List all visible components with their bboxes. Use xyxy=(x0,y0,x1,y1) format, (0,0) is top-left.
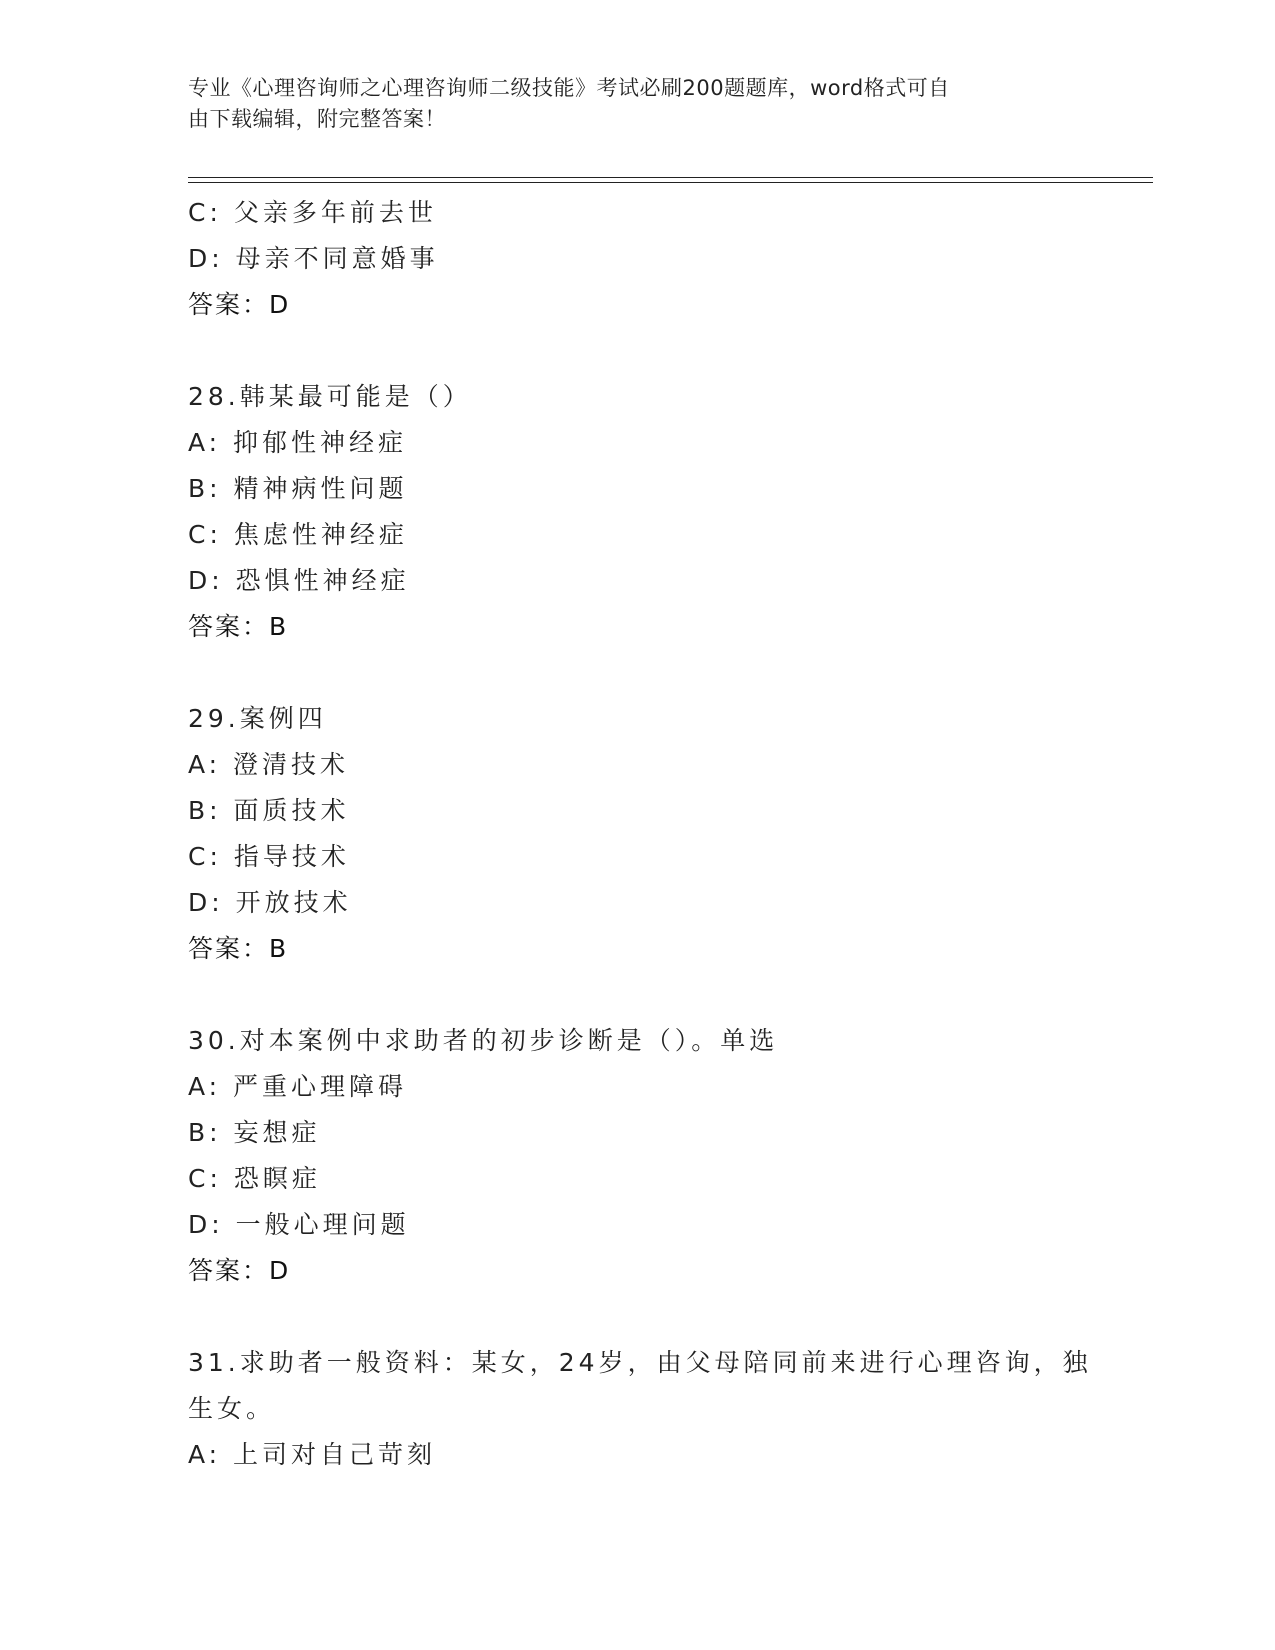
answer: 答案：D xyxy=(188,1256,291,1285)
question-stem: 28.韩某最可能是（） xyxy=(188,382,472,411)
header-divider-bottom xyxy=(188,182,1153,183)
option-a: A: 上司对自己苛刻 xyxy=(188,1440,437,1469)
option-b: B: 妄想症 xyxy=(188,1118,321,1147)
option-c: C: 指导技术 xyxy=(188,842,350,871)
question-31 xyxy=(188,1340,1148,1478)
answer: 答案：D xyxy=(188,290,291,319)
option-b: B: 面质技术 xyxy=(188,796,350,825)
spacer xyxy=(188,328,1148,374)
header-line-2: 由下载编辑，附完整答案！ xyxy=(188,107,446,131)
spacer xyxy=(188,972,1148,1018)
question-stem: 30.对本案例中求助者的初步诊断是（）。单选 xyxy=(188,1026,779,1055)
spacer xyxy=(188,1294,1148,1340)
header-line-1: 专业《心理咨询师之心理咨询师二级技能》考试必刷200题题库，word格式可自 xyxy=(188,76,950,100)
spacer xyxy=(188,650,1148,696)
question-29 xyxy=(188,696,1148,972)
question-27 xyxy=(188,190,1148,328)
question-stem-line-1: 31.求助者一般资料：某女，24岁，由父母陪同前来进行心理咨询，独 xyxy=(188,1348,1092,1377)
option-d: D: 母亲不同意婚事 xyxy=(188,244,439,273)
answer: 答案：B xyxy=(188,934,289,963)
question-list xyxy=(188,190,1148,1478)
question-stem: 29.案例四 xyxy=(188,704,327,733)
option-a: A: 抑郁性神经症 xyxy=(188,428,408,457)
option-b: B: 精神病性问题 xyxy=(188,474,408,503)
option-a: A: 严重心理障碍 xyxy=(188,1072,408,1101)
header-divider-top xyxy=(188,177,1153,178)
option-c: C: 父亲多年前去世 xyxy=(188,198,437,227)
document-header xyxy=(188,73,1088,135)
question-stem-line-2: 生女。 xyxy=(188,1394,276,1423)
option-d: D: 开放技术 xyxy=(188,888,352,917)
option-d: D: 恐惧性神经症 xyxy=(188,566,410,595)
answer: 答案：B xyxy=(188,612,289,641)
question-28 xyxy=(188,374,1148,650)
option-d: D: 一般心理问题 xyxy=(188,1210,410,1239)
question-30 xyxy=(188,1018,1148,1294)
option-a: A: 澄清技术 xyxy=(188,750,350,779)
option-c: C: 恐瞑症 xyxy=(188,1164,321,1193)
option-c: C: 焦虑性神经症 xyxy=(188,520,408,549)
